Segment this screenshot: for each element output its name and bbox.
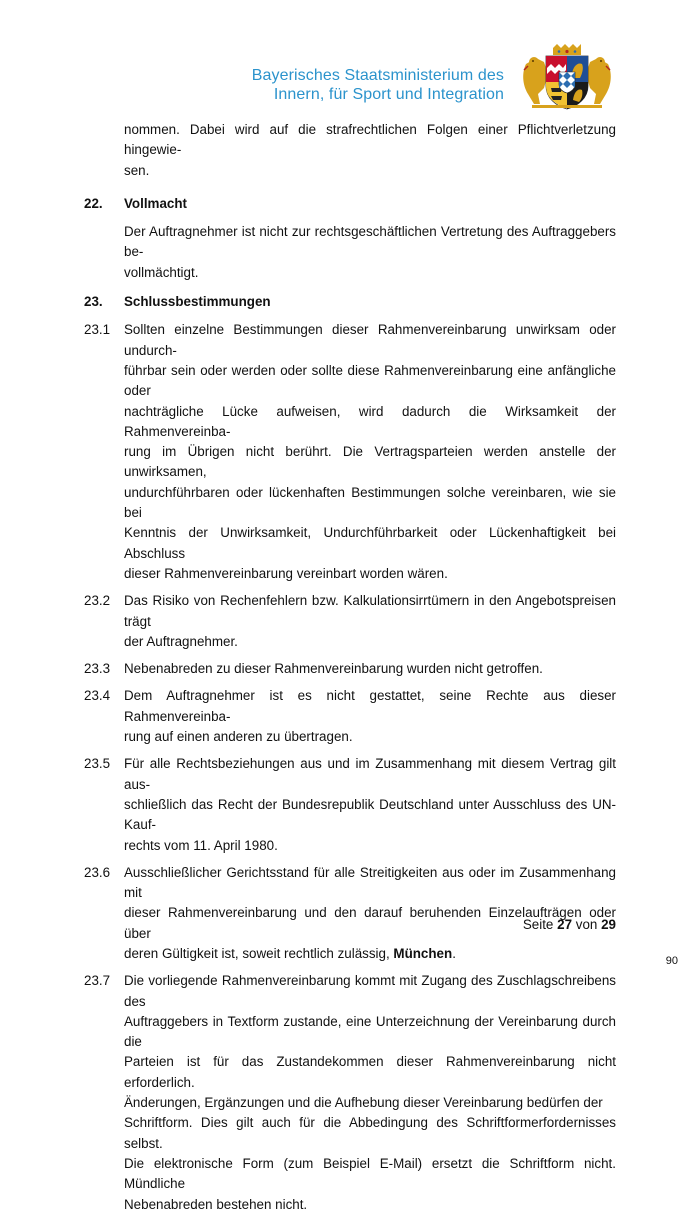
clause-text xyxy=(124,320,616,584)
clause-23-3 xyxy=(84,659,616,679)
section-number: 22. xyxy=(84,195,103,211)
section-22-text xyxy=(124,222,616,283)
clause-line: Die vorliegende Rahmenvereinbarung kommt mit Zugang des Zuschlagschreibens des xyxy=(124,973,616,1009)
clause-text xyxy=(124,754,616,855)
section-title: Vollmacht xyxy=(124,195,187,211)
clause-line: undurchführbaren oder lückenhaften Bestimmungen solche vereinbaren, wie sie bei xyxy=(124,484,616,521)
clause-line: Schriftform. Dies gilt auch für die Abbedingung des Schriftformerfordernisses selbst. xyxy=(124,1115,616,1151)
clause-23-5 xyxy=(84,754,616,855)
clause-line: der Auftragnehmer. xyxy=(124,633,238,649)
clause-text xyxy=(124,686,616,747)
clause-number: 23.1 xyxy=(84,322,111,338)
clause-line: Auftraggebers in Textform zustande, eine Unterzeichnung der Vereinbarung durch die xyxy=(124,1013,616,1050)
clause-23-1 xyxy=(84,320,616,584)
clause-line-suffix: . xyxy=(452,945,456,961)
document-body xyxy=(84,120,616,1215)
paragraph-line: Der Auftragnehmer ist nicht zur rechtsgeschäftlichen Vertretung des Auftraggebers be- xyxy=(124,224,616,260)
clause-line: Das Risiko von Rechenfehlern bzw. Kalkulationsirrtümern in den Angebotspreisen trägt xyxy=(124,593,616,629)
pdf-page-index: 90 xyxy=(665,955,678,967)
clause-line: dieser Rahmenvereinbarung und den darauf beruhenden Einzelaufträgen oder über xyxy=(124,905,616,941)
clause-line: Sollten einzelne Bestimmungen dieser Rahmenvereinbarung unwirksam oder undurch- xyxy=(124,322,616,358)
clause-line: Für alle Rechtsbeziehungen aus und im Zusammenhang mit diesem Vertrag gilt aus- xyxy=(124,756,616,792)
clause-line: Ausschließlicher Gerichtsstand für alle Streitigkeiten aus oder im Zusammenhang mit xyxy=(124,864,616,901)
clause-line: rung im Übrigen nicht berührt. Die Vertragsparteien werden anstelle der unwirksamen, xyxy=(124,444,616,480)
page-header xyxy=(176,44,616,110)
clause-line: Nebenabreden zu dieser Rahmenvereinbarung wurden nicht getroffen. xyxy=(124,661,543,677)
clause-line: dieser Rahmenvereinbarung vereinbart worden wären. xyxy=(124,565,448,581)
clause-line: schließlich das Recht der Bundesrepublik Deutschland unter Ausschluss des UN-Kauf- xyxy=(124,796,616,833)
ministry-name-line2: Innern, für Sport und Integration xyxy=(273,86,504,103)
clause-line: Änderungen, Ergänzungen und die Aufhebung dieser Vereinbarung bedürfen der xyxy=(124,1095,603,1111)
clause-text xyxy=(124,591,616,652)
clause-line: Die elektronische Form (zum Beispiel E-Mail) ersetzt die Schriftform nicht. Mündliche xyxy=(124,1155,616,1192)
clause-number: 23.6 xyxy=(84,864,111,880)
paragraph-line: vollmächtigt. xyxy=(124,264,199,280)
court-location: München xyxy=(393,945,453,961)
bavarian-coat-of-arms-icon xyxy=(518,44,616,110)
clause-line: rung auf einen anderen zu übertragen. xyxy=(124,729,353,745)
ministry-name xyxy=(252,66,504,104)
clause-line: nachträgliche Lücke aufweisen, wird dadurch die Wirksamkeit der Rahmenvereinba- xyxy=(124,403,616,439)
clause-line: Dem Auftragnehmer ist es nicht gestattet, seine Rechte aus dieser Rahmenvereinba- xyxy=(124,688,616,724)
total-pages: 29 xyxy=(601,917,616,932)
section-title: Schlussbestimmungen xyxy=(124,294,271,310)
clause-line: Nebenabreden bestehen nicht. xyxy=(124,1196,308,1212)
clause-number: 23.3 xyxy=(84,661,111,677)
page-label: Seite xyxy=(522,917,554,932)
intro-paragraph xyxy=(124,120,616,181)
clause-text xyxy=(124,659,616,679)
clause-line-prefix: deren Gültigkeit ist, soweit rechtlich zulässig, xyxy=(124,945,394,961)
intro-line: nommen. Dabei wird auf die strafrechtlichen Folgen einer Pflichtverletzung hingewie- xyxy=(124,122,616,158)
intro-line: sen. xyxy=(124,162,150,178)
clause-23-7 xyxy=(84,971,616,1215)
page-number-footer xyxy=(523,917,616,932)
section-number: 23. xyxy=(84,294,103,310)
clause-line: Parteien ist für das Zustandekommen dieser Rahmenvereinbarung nicht erforderlich. xyxy=(124,1054,616,1090)
clause-23-6 xyxy=(84,863,616,964)
section-22-heading xyxy=(84,194,616,214)
ministry-name-line1: Bayerisches Staatsministerium des xyxy=(251,67,504,84)
clause-text xyxy=(124,863,616,964)
clause-line: rechts vom 11. April 1980. xyxy=(124,837,278,853)
clause-23-2 xyxy=(84,591,616,652)
clause-number: 23.4 xyxy=(84,688,111,704)
clause-line: führbar sein oder werden oder sollte diese Rahmenvereinbarung eine anfängliche oder xyxy=(124,362,616,399)
clause-number: 23.7 xyxy=(84,973,111,989)
page-of-label: von xyxy=(575,917,598,932)
section-23-heading xyxy=(84,292,616,312)
clause-line: Kenntnis der Unwirksamkeit, Undurchführbarkeit oder Lückenhaftigkeit bei Abschluss xyxy=(124,525,616,561)
current-page: 27 xyxy=(557,917,573,932)
clause-number: 23.2 xyxy=(84,593,111,609)
clause-text xyxy=(124,971,616,1215)
clause-23-4 xyxy=(84,686,616,747)
clause-number: 23.5 xyxy=(84,756,111,772)
